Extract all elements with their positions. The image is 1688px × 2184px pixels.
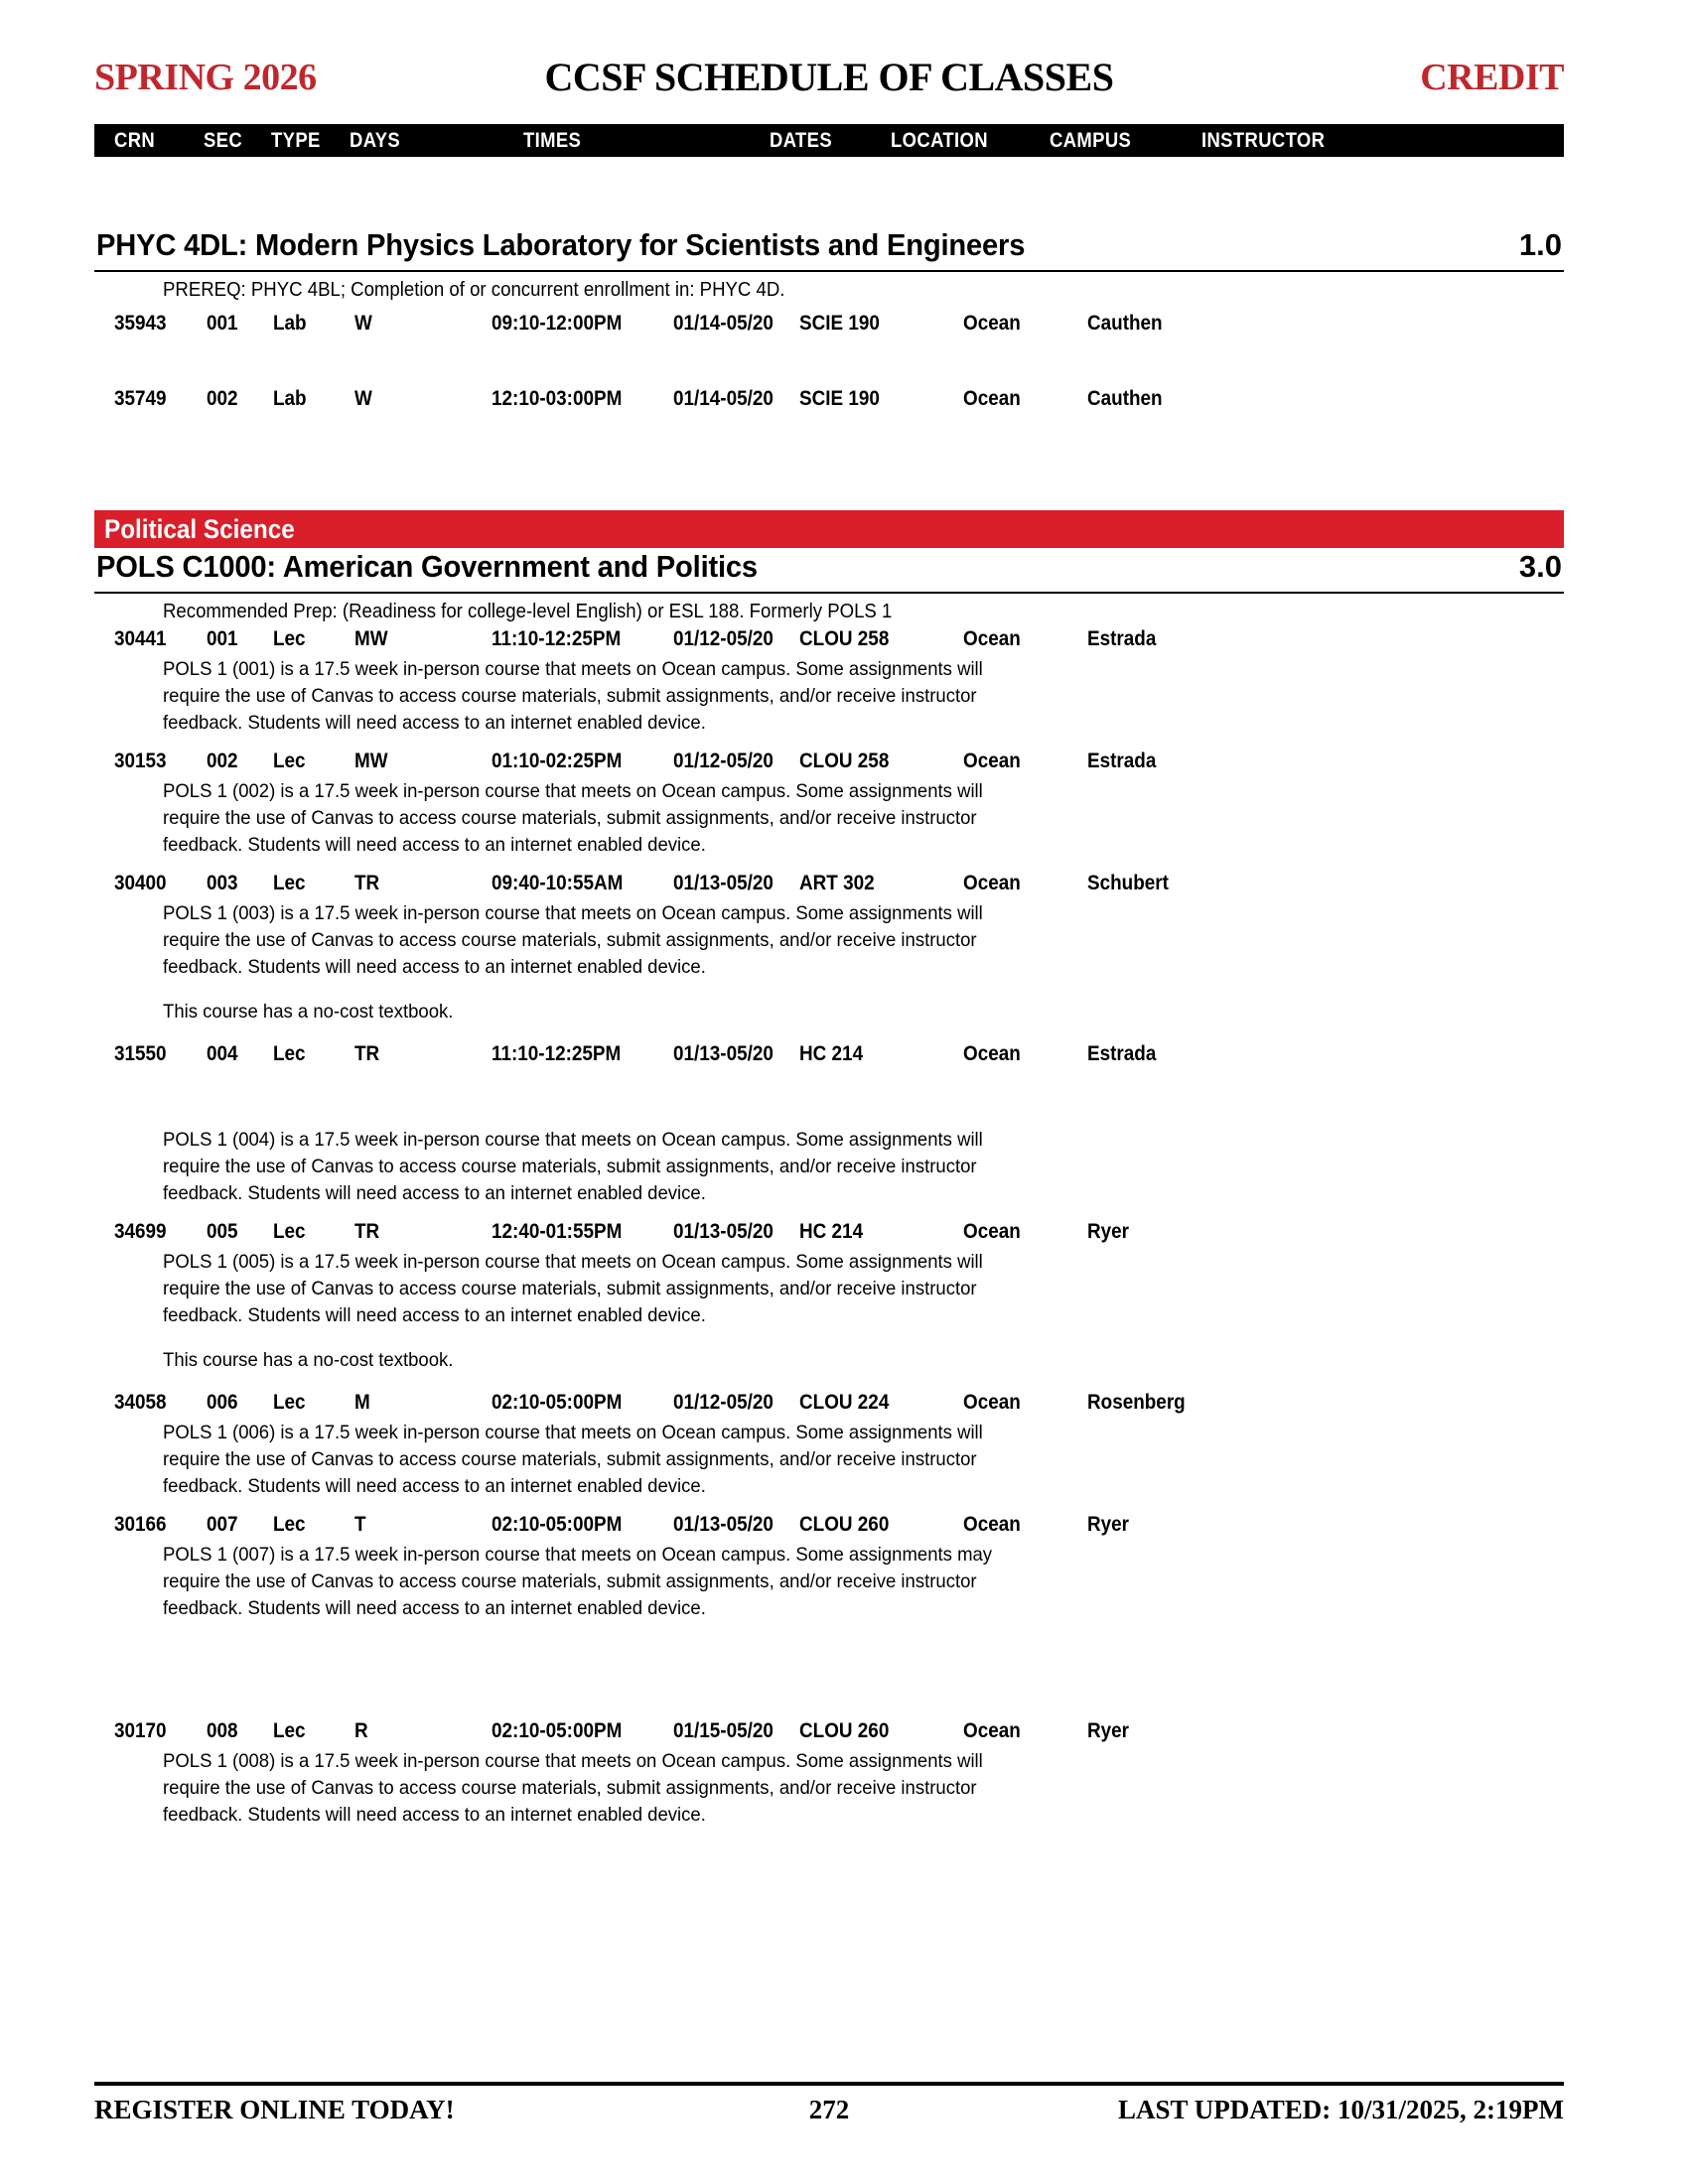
- cell-type: Lec: [273, 750, 306, 772]
- cell-sec: 005: [207, 1220, 238, 1243]
- column-header-sec: SEC: [204, 129, 243, 152]
- cell-instructor: Estrada: [1087, 750, 1157, 772]
- cell-crn: 30166: [114, 1513, 167, 1536]
- cell-instructor: Ryer: [1087, 1220, 1130, 1243]
- class-note: POLS 1 (007) is a 17.5 week in-person course that meets on Ocean campus. Some assignments may require the use of Canvas to access course materials, submit assignments, and/or receive instructor feedback. Students will need access to an internet enabled device.: [163, 1544, 993, 1619]
- cell-campus: Ocean: [963, 750, 1021, 772]
- course-title: POLS C1000: American Government and Politics: [96, 549, 758, 584]
- class-note: POLS 1 (002) is a 17.5 week in-person course that meets on Ocean campus. Some assignments will require the use of Canvas to access course materials, submit assignments, and/or receive instructor feedback. Students will need access to an internet enabled device.: [163, 780, 983, 856]
- cell-times: 02:10-05:00PM: [492, 1719, 623, 1742]
- cell-type: Lec: [273, 1220, 306, 1243]
- department-name: Political Science: [104, 514, 295, 544]
- course-header-phyc: [94, 226, 1564, 272]
- cell-crn: 35943: [114, 312, 167, 335]
- cell-location: CLOU 224: [799, 1391, 890, 1414]
- cell-times: 12:10-03:00PM: [492, 387, 623, 410]
- cell-sec: 001: [207, 627, 238, 650]
- course-units: 1.0: [1518, 227, 1562, 262]
- cell-crn: 30400: [114, 872, 167, 894]
- term-label: SPRING 2026: [94, 57, 317, 98]
- column-header-crn: CRN: [114, 129, 156, 152]
- cell-days: W: [354, 312, 372, 335]
- cell-location: HC 214: [799, 1042, 864, 1065]
- cell-location: CLOU 260: [799, 1513, 890, 1536]
- cell-times: 12:40-01:55PM: [492, 1220, 623, 1243]
- cell-type: Lec: [273, 872, 306, 894]
- class-note: POLS 1 (008) is a 17.5 week in-person course that meets on Ocean campus. Some assignments will require the use of Canvas to access course materials, submit assignments, and/or receive instructor feedback. Students will need access to an internet enabled device.: [163, 1750, 983, 1826]
- cell-instructor: Ryer: [1087, 1719, 1130, 1742]
- course-prereq: Recommended Prep: (Readiness for college-level English) or ESL 188. Formerly POLS 1: [163, 601, 893, 622]
- register-online-text: REGISTER ONLINE TODAY!: [94, 2095, 455, 2124]
- cell-crn: 35749: [114, 387, 167, 410]
- cell-dates: 01/12-05/20: [673, 750, 774, 772]
- cell-dates: 01/13-05/20: [673, 1042, 774, 1065]
- cell-sec: 002: [207, 387, 238, 410]
- cell-days: MW: [354, 750, 388, 772]
- cell-type: Lec: [273, 1513, 306, 1536]
- cell-campus: Ocean: [963, 1220, 1021, 1243]
- cell-instructor: Cauthen: [1087, 387, 1163, 410]
- cell-times: 09:10-12:00PM: [492, 312, 623, 335]
- cell-days: TR: [354, 1042, 380, 1065]
- cell-sec: 004: [207, 1042, 238, 1065]
- table-row[interactable]: [94, 1217, 1564, 1249]
- footer-row: [94, 2093, 1564, 2132]
- cell-type: Lec: [273, 627, 306, 650]
- cell-type: Lab: [273, 312, 307, 335]
- cell-location: CLOU 260: [799, 1719, 890, 1742]
- cell-campus: Ocean: [963, 1513, 1021, 1536]
- cell-instructor: Ryer: [1087, 1513, 1130, 1536]
- cell-days: MW: [354, 627, 388, 650]
- department-banner: [94, 510, 1564, 548]
- credit-label: CREDIT: [1420, 57, 1564, 98]
- cell-sec: 001: [207, 312, 238, 335]
- table-row[interactable]: [94, 1716, 1564, 1748]
- cell-crn: 34699: [114, 1220, 167, 1243]
- page-number: 272: [808, 2095, 850, 2124]
- cell-location: CLOU 258: [799, 627, 890, 650]
- table-row[interactable]: [94, 1039, 1564, 1071]
- cell-instructor: Schubert: [1087, 872, 1169, 894]
- cell-dates: 01/13-05/20: [673, 1220, 774, 1243]
- cell-days: TR: [354, 1220, 380, 1243]
- cell-sec: 007: [207, 1513, 238, 1536]
- cell-crn: 34058: [114, 1391, 167, 1414]
- cell-type: Lec: [273, 1719, 306, 1742]
- cell-dates: 01/12-05/20: [673, 1391, 774, 1414]
- cell-campus: Ocean: [963, 872, 1021, 894]
- course-block-phyc-4dl: [94, 226, 1564, 416]
- course-prereq: PREREQ: PHYC 4BL; Completion of or concurrent enrollment in: PHYC 4D.: [163, 279, 785, 301]
- table-row[interactable]: [94, 747, 1564, 778]
- cell-days: W: [354, 387, 372, 410]
- course-header-pols: [94, 548, 1564, 594]
- cell-instructor: Estrada: [1087, 627, 1157, 650]
- class-note: POLS 1 (004) is a 17.5 week in-person course that meets on Ocean campus. Some assignments will require the use of Canvas to access course materials, submit assignments, and/or receive instructor feedback. Students will need access to an internet enabled device.: [163, 1129, 983, 1204]
- column-header-times: TIMES: [523, 129, 582, 152]
- cell-type: Lec: [273, 1042, 306, 1065]
- course-units: 3.0: [1518, 549, 1562, 584]
- column-header-bar: [94, 124, 1564, 157]
- class-note: POLS 1 (005) is a 17.5 week in-person course that meets on Ocean campus. Some assignments will require the use of Canvas to access course materials, submit assignments, and/or receive instructor feedback. Students will need access to an internet enabled device.: [163, 1251, 983, 1326]
- class-note-textbook: This course has a no-cost textbook.: [163, 1349, 454, 1371]
- cell-location: SCIE 190: [799, 312, 880, 335]
- column-header-dates: DATES: [770, 129, 833, 152]
- cell-times: 01:10-02:25PM: [492, 750, 623, 772]
- last-updated-text: LAST UPDATED: 10/31/2025, 2:19PM: [1117, 2095, 1564, 2124]
- course-block-pols-c1000: [94, 548, 1564, 1829]
- cell-times: 02:10-05:00PM: [492, 1513, 623, 1536]
- table-row[interactable]: [94, 1388, 1564, 1420]
- page-content: [94, 0, 1564, 1829]
- column-header-days: DAYS: [350, 129, 401, 152]
- masthead: [94, 55, 1564, 116]
- cell-dates: 01/14-05/20: [673, 387, 774, 410]
- column-header-campus: CAMPUS: [1050, 129, 1132, 152]
- cell-crn: 30153: [114, 750, 167, 772]
- column-header-instructor: INSTRUCTOR: [1201, 129, 1326, 152]
- cell-crn: 30170: [114, 1719, 167, 1742]
- class-note-textbook: This course has a no-cost textbook.: [163, 1001, 454, 1023]
- cell-sec: 008: [207, 1719, 238, 1742]
- cell-location: CLOU 258: [799, 750, 890, 772]
- cell-campus: Ocean: [963, 387, 1021, 410]
- cell-instructor: Cauthen: [1087, 312, 1163, 335]
- cell-days: R: [354, 1719, 368, 1742]
- cell-campus: Ocean: [963, 312, 1021, 335]
- cell-campus: Ocean: [963, 1391, 1021, 1414]
- table-row[interactable]: [94, 309, 1564, 341]
- cell-sec: 003: [207, 872, 238, 894]
- cell-campus: Ocean: [963, 1042, 1021, 1065]
- cell-location: ART 302: [799, 872, 875, 894]
- page-footer: [94, 2082, 1564, 2132]
- course-title: PHYC 4DL: Modern Physics Laboratory for Scientists and Engineers: [96, 227, 1026, 262]
- cell-days: TR: [354, 872, 380, 894]
- cell-instructor: Rosenberg: [1087, 1391, 1186, 1414]
- page-title: CCSF SCHEDULE OF CLASSES: [544, 55, 1114, 99]
- cell-campus: Ocean: [963, 627, 1021, 650]
- class-note: POLS 1 (001) is a 17.5 week in-person course that meets on Ocean campus. Some assignments will require the use of Canvas to access course materials, submit assignments, and/or receive instructor feedback. Students will need access to an internet enabled device.: [163, 658, 983, 734]
- cell-days: T: [354, 1513, 366, 1536]
- cell-dates: 01/14-05/20: [673, 312, 774, 335]
- table-row[interactable]: [94, 624, 1564, 656]
- cell-crn: 30441: [114, 627, 167, 650]
- cell-sec: 006: [207, 1391, 238, 1414]
- table-row[interactable]: [94, 384, 1564, 416]
- cell-dates: 01/13-05/20: [673, 872, 774, 894]
- cell-campus: Ocean: [963, 1719, 1021, 1742]
- cell-dates: 01/12-05/20: [673, 627, 774, 650]
- cell-times: 11:10-12:25PM: [492, 627, 622, 650]
- cell-crn: 31550: [114, 1042, 167, 1065]
- cell-dates: 01/13-05/20: [673, 1513, 774, 1536]
- cell-type: Lec: [273, 1391, 306, 1414]
- cell-instructor: Estrada: [1087, 1042, 1157, 1065]
- cell-location: SCIE 190: [799, 387, 880, 410]
- footer-divider: [94, 2082, 1564, 2086]
- table-row[interactable]: [94, 869, 1564, 900]
- cell-dates: 01/15-05/20: [673, 1719, 774, 1742]
- table-row[interactable]: [94, 1510, 1564, 1542]
- class-note: POLS 1 (003) is a 17.5 week in-person course that meets on Ocean campus. Some assignments will require the use of Canvas to access course materials, submit assignments, and/or receive instructor feedback. Students will need access to an internet enabled device.: [163, 902, 983, 978]
- cell-times: 09:40-10:55AM: [492, 872, 624, 894]
- cell-sec: 002: [207, 750, 238, 772]
- cell-times: 02:10-05:00PM: [492, 1391, 623, 1414]
- cell-days: M: [354, 1391, 370, 1414]
- class-note: POLS 1 (006) is a 17.5 week in-person course that meets on Ocean campus. Some assignments will require the use of Canvas to access course materials, submit assignments, and/or receive instructor feedback. Students will need access to an internet enabled device.: [163, 1422, 983, 1497]
- column-header-location: LOCATION: [891, 129, 988, 152]
- cell-times: 11:10-12:25PM: [492, 1042, 622, 1065]
- cell-type: Lab: [273, 387, 307, 410]
- column-header-type: TYPE: [271, 129, 321, 152]
- cell-location: HC 214: [799, 1220, 864, 1243]
